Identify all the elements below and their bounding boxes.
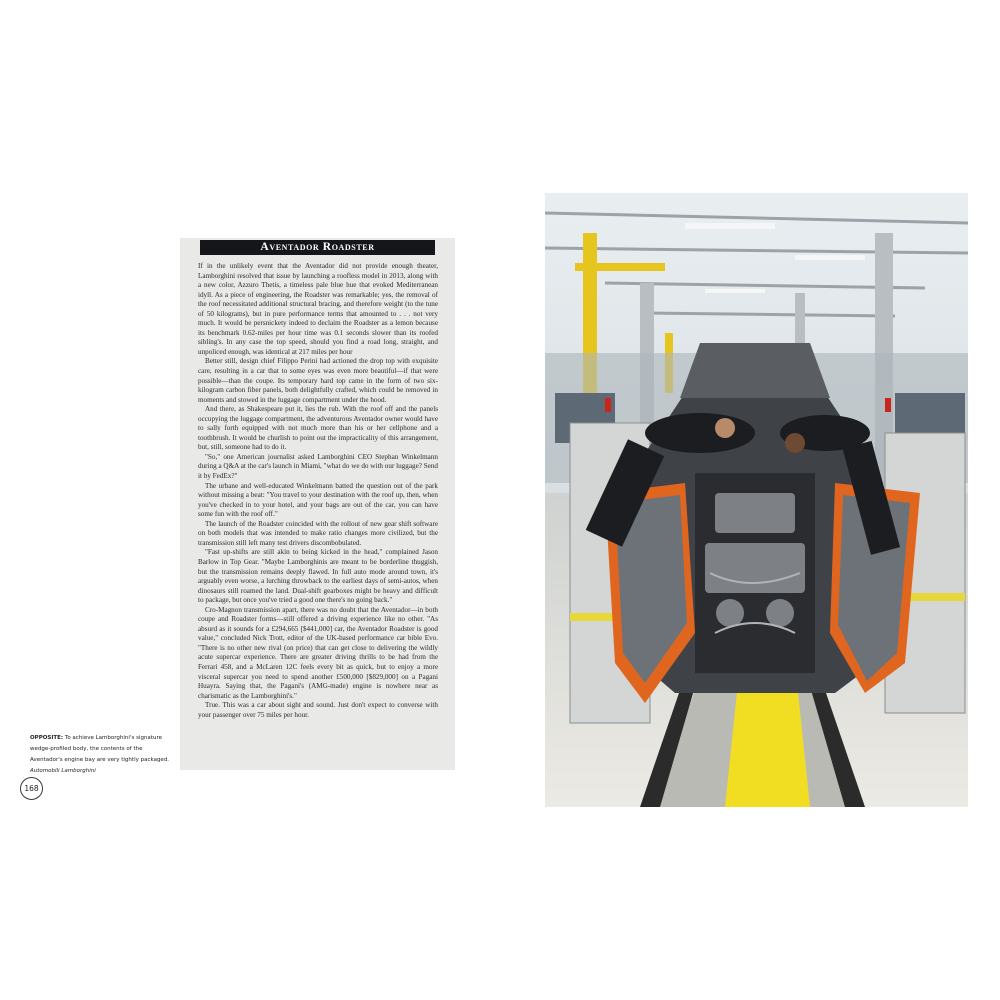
sidebar-paragraph-4: "So," one American journalist asked Lamborghini CEO Stephan Winkelmann during a Q&A at the car's launch in Miami, "what do we do with our luggage? Send it by FedEx?" <box>198 452 438 481</box>
sidebar-paragraph-5: The urbane and well-educated Winkelmann batted the question out of the park without missing a beat: "You travel to your destination with the roof up, then, when you've checked in to your hotel, and your bags are out of the car, you can have some fun with the roof off." <box>198 481 438 519</box>
sidebar-paragraph-2: Better still, design chief Filippo Perini had actioned the drop top with exquisite care, resulting in a car that to some eyes was even more beautiful—if that were possible—than the coupe. Its temporary hard top came in the form of two six-kilogram carbon fiber panels, both delightfully crafted, which could be removed in moments and stowed in the luggage compartment under the hood. <box>198 357 438 404</box>
sidebar-paragraph-9: True. This was a car about sight and sound. Just don't expect to converse with your passenger over 75 miles per hour. <box>198 701 438 719</box>
caption-credit: Automobili Lamborghini <box>30 768 96 774</box>
caption-text: To achieve Lamborghini's signature wedge-profiled body, the contents of the Aventador's engine bay are very tightly packaged. <box>30 735 170 763</box>
sidebar-paragraph-3: And there, as Shakespeare put it, lies the rub. With the roof off and the panels occupying the luggage compartment, the adventurous Aventador owner would have to sally forth equipped with not much more than his or her cellphone and a toothbrush. It would be churlish to point out the impracticality of this arrangement, but, still, someone had to do it. <box>198 405 438 452</box>
photo-caption <box>30 733 170 777</box>
sidebar-body <box>198 262 438 720</box>
sidebar-paragraph-7: "Fast up-shifts are still akin to being kicked in the head," complained Jason Barlow in Top Gear. "Maybe Lamborghinis are meant to be borderline thuggish, but the transmission remains deeply flawed. In full auto mode around town, it's arguably even worse, a lurching throwback to the earliest days of semi-autos, when dinosaurs still roamed the land. Dual-shift gearboxes might be heavy and difficult to package, but once you've tried a good one there's no going back." <box>198 548 438 605</box>
caption-lead: OPPOSITE: <box>30 735 64 741</box>
sidebar-heading: Aventador Roadster <box>200 240 435 255</box>
sidebar-paragraph-6: The launch of the Roadster coincided with the rollout of new gear shift software on both models that was intended to make ratio changes more civilized, but the transmission still left many test drivers discombobulated. <box>198 519 438 547</box>
sidebar-paragraph-1: If in the unlikely event that the Aventador did not provide enough theater, Lamborghini resolved that issue by launching a roofless model in 2013, along with a new color, Azzuro Thetis, a timeless pale blue hue that evoked Mediterranean idyll. As a piece of engineering, the Roadster was remarkable; yes, the removal of the roof necessitated additional structural bracing, and therefore weight (to the tune of 50 kilograms), but in pure performance terms that amounted to . . . not very much. It would be persnickety indeed to declaim the Roadster as a lemon because its benchmark 0.62-miles per hour time was 0.1 seconds slower than its roofed sibling's. In any case the top speed, should you find a road long, straight, and unpoliced enough, was identical at 217 miles per hour <box>198 262 438 356</box>
page-number: 168 <box>20 777 43 800</box>
photo-illustration <box>545 193 968 807</box>
sidebar-paragraph-8: Cro-Magnon transmission apart, there was no doubt that the Aventador—in both coupe and Roadster forms—still offered a driving experience like no other. "As absurd as it sounds for a £294,665 [$441,000] car, the Aventador Roadster is good value," concluded Nick Trott, editor of the UK-based performance car bible Evo. "There is no other new rival (on price) that can get close to delivering the wildly acute supercar experience. There are greater driving thrills to be had from the Ferrari 458, and a McLaren 12C feels every bit as quick, but to enjoy a more visceral supercar you need to spend another £500,000 [$829,000] on a Pagani Huayra. Saying that, the Pagani's (AMG-made) engine is nowhere near as charismatic as the Lamborghini's." <box>198 605 438 700</box>
engine-assembly-line-photo <box>545 193 968 807</box>
